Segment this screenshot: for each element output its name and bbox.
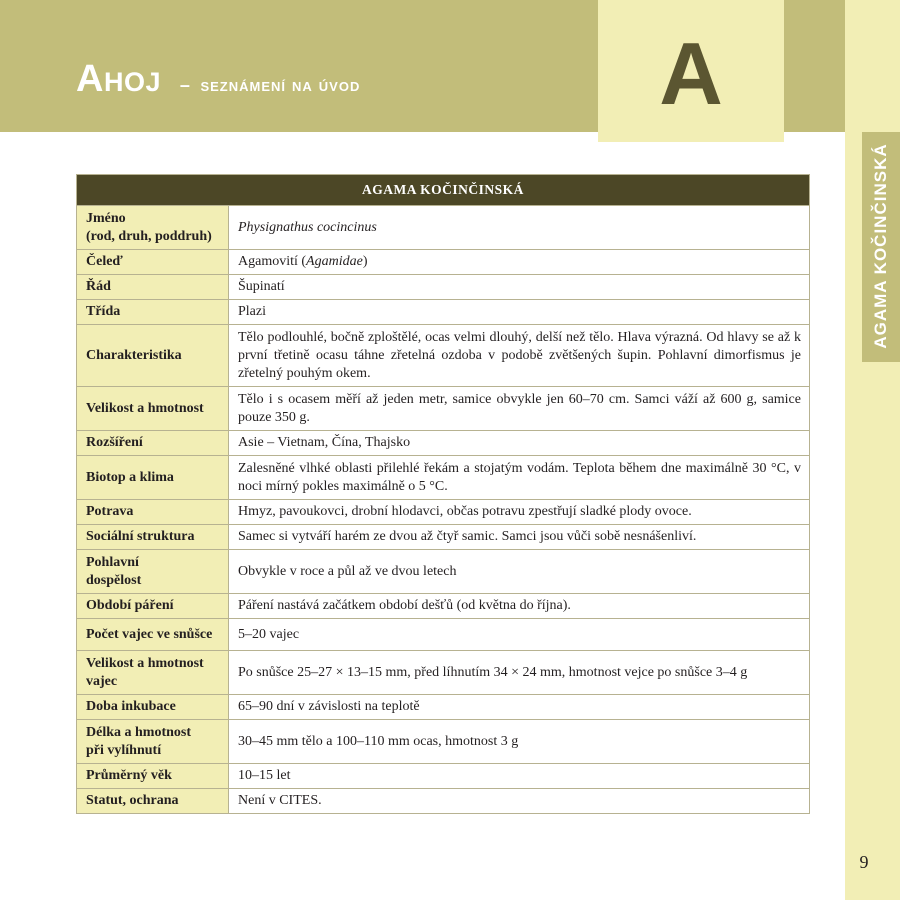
table-row	[77, 619, 810, 651]
row-value	[229, 764, 810, 789]
row-label: Velikost a hmotnost vajec	[77, 651, 229, 695]
row-value-text: Asie – Vietnam, Čína, Thajsko	[238, 435, 411, 450]
table-row	[77, 550, 810, 594]
page-number: 9	[859, 852, 869, 872]
row-value-text: Obvykle v roce a půl až ve dvou letech	[238, 563, 457, 579]
row-value-text: 30–45 mm tělo a 100–110 mm ocas, hmotnost 3 g	[238, 733, 519, 749]
row-label: Období páření	[77, 594, 229, 619]
row-label: Třída	[77, 300, 229, 325]
row-value	[229, 387, 810, 431]
row-label: Doba inkubace	[77, 695, 229, 720]
side-tab-label: AGAMA KOČINČINSKÁ	[871, 143, 890, 349]
row-label: Pohlavní dospělost	[77, 550, 229, 594]
row-label: Biotop a klima	[77, 456, 229, 500]
row-value	[229, 550, 810, 594]
row-label: Potrava	[77, 500, 229, 525]
row-value-text: Agamovití (	[238, 254, 307, 269]
row-value-italic: Agamidae	[306, 254, 363, 269]
row-value-text: Páření nastává začátkem období dešťů (od května do října).	[238, 598, 571, 613]
table-row	[77, 720, 810, 764]
page-title	[76, 58, 360, 101]
table-row	[77, 275, 810, 300]
table-row	[77, 789, 810, 814]
row-value	[229, 619, 810, 651]
row-value	[229, 525, 810, 550]
row-value-text: Tělo i s ocasem měří až jeden metr, samice obvykle jen 60–70 cm. Samci váží až 600 g, samice pouze 350 g.	[238, 391, 801, 425]
table-row	[77, 525, 810, 550]
row-value	[229, 250, 810, 275]
row-label: Velikost a hmotnost	[77, 387, 229, 431]
chapter-letter: A	[659, 24, 723, 123]
species-info-table	[76, 174, 810, 814]
page-title-dash: –	[179, 75, 191, 95]
row-value-italic: Physignathus cocincinus	[238, 219, 377, 235]
row-label: Statut, ochrana	[77, 789, 229, 814]
row-value	[229, 300, 810, 325]
table-row	[77, 764, 810, 789]
row-value-text: Šupinatí	[238, 279, 285, 294]
row-value	[229, 695, 810, 720]
row-value-text: Po snůšce 25–27 × 13–15 mm, před líhnutím 34 × 24 mm, hmotnost vejce po snůšce 3–4 g	[238, 664, 748, 680]
row-value	[229, 594, 810, 619]
row-label: Řád	[77, 275, 229, 300]
row-label: Sociální struktura	[77, 525, 229, 550]
table-row	[77, 325, 810, 387]
row-value-text: Hmyz, pavoukovci, drobní hlodavci, občas potravu zpestřují sladké plody ovoce.	[238, 504, 692, 519]
table-row	[77, 456, 810, 500]
row-value	[229, 206, 810, 250]
table-row	[77, 695, 810, 720]
table-row	[77, 206, 810, 250]
row-label: Průměrný věk	[77, 764, 229, 789]
row-value	[229, 500, 810, 525]
row-value	[229, 456, 810, 500]
table-title: AGAMA KOČINČINSKÁ	[77, 175, 810, 206]
page-subtitle: seznámení na úvod	[200, 75, 361, 95]
row-value	[229, 275, 810, 300]
table-row	[77, 594, 810, 619]
row-value-suffix: )	[362, 254, 368, 269]
table-row	[77, 387, 810, 431]
row-value-text: Samec si vytváří harém ze dvou až čtyř samic. Samci jsou vůči sobě nesnášenliví.	[238, 529, 697, 544]
row-value-text: 10–15 let	[238, 768, 291, 783]
table-row	[77, 500, 810, 525]
row-value-text: Tělo podlouhlé, bočně zploštělé, ocas velmi dlouhý, delší než tělo. Hlava výrazná. Od hlavy se až k první třetině ocasu táhne zřetelná ozdoba v podobě zvětšených šupin. Pohlavní dimorfismus je zřetelný pouhým okem.	[238, 329, 801, 381]
row-label: Délka a hmotnost při vylíhnutí	[77, 720, 229, 764]
table-row	[77, 250, 810, 275]
table-row	[77, 651, 810, 695]
row-label: Počet vajec ve snůšce	[77, 619, 229, 651]
row-value-text: Není v CITES.	[238, 793, 322, 808]
row-value-text: 5–20 vajec	[238, 626, 300, 642]
row-label: Charakteristika	[77, 325, 229, 387]
row-value-text: 65–90 dní v závislosti na teplotě	[238, 699, 420, 714]
row-value-text: Plazi	[238, 304, 266, 319]
table-row	[77, 431, 810, 456]
row-value	[229, 720, 810, 764]
table-body	[77, 206, 810, 814]
row-label: Rozšíření	[77, 431, 229, 456]
row-label: Jméno (rod, druh, poddruh)	[77, 206, 229, 250]
row-value	[229, 431, 810, 456]
row-value	[229, 651, 810, 695]
row-value	[229, 789, 810, 814]
row-value	[229, 325, 810, 387]
row-value-text: Zalesněné vlhké oblasti přilehlé řekám a stojatým vodám. Teplota během dne maximálně 30 °C, v noci mírný pokles maximálně o 5 °C.	[238, 460, 801, 494]
chapter-letter-box	[598, 0, 784, 142]
row-label: Čeleď	[77, 250, 229, 275]
page-title-main: Ahoj	[76, 58, 161, 100]
table-row	[77, 300, 810, 325]
